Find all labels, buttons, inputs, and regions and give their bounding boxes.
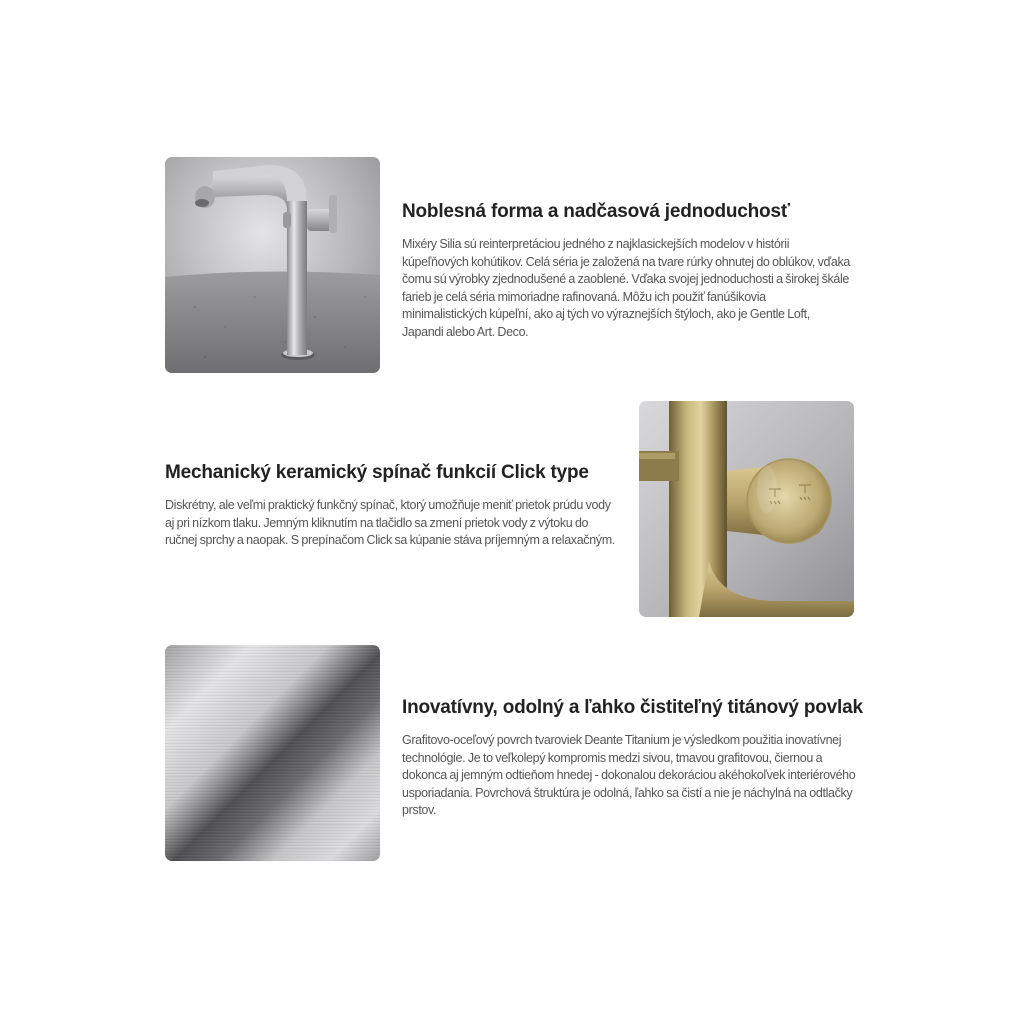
feature-description: Mixéry Silia sú reinterpretáciou jedného z najklasickejších modelov v histórii kúpeľňových kohútikov. Celá séria je založená na tvare rúrky ohnutej do oblúkov, vďaka čomu sú výrobky zjednodušené a zaoblené. Vďaka svojej jednoduchosti a širokej škále farieb je celá séria mimoriadne rafinovaná. Môžu ich použiť fanúšikovia minimalistických kúpeľní, ako aj tých vo výraznejších štýloch, ako je Gentle Loft, Japandi alebo Art. Deco. — [402, 237, 850, 339]
feature-description: Grafitovo-oceľový povrch tvaroviek Deante Titanium je výsledkom použitia inovatívnej technológie. Je to veľkolepý kompromis medzi sivou, tmavou grafitovou, čiernou a dokonca aj jemným odtieňom hnedej - dokonalou dekoráciou akéhokoľvek interiérového usporiadania. Povrchová štruktúra je odolná, ľahko sa čistí a nie je náchylná na odtlačky prstov. — [402, 733, 856, 817]
click-switch-photo — [639, 401, 854, 617]
feature-text — [402, 696, 863, 820]
feature-title: Inovatívny, odolný a ľahko čistiteľný titánový povlak — [402, 697, 863, 718]
titanium-texture-photo — [165, 645, 380, 861]
feature-title: Mechanický keramický spínač funkcií Click type — [165, 462, 589, 483]
feature-title: Noblesná forma a nadčasová jednoduchosť — [402, 201, 790, 222]
feature-text — [402, 200, 852, 341]
feature-text — [165, 461, 620, 550]
faucet-photo — [165, 157, 380, 373]
feature-description: Diskrétny, ale veľmi praktický funkčný spínač, ktorý umožňuje meniť prietok prúdu vody aj pri nízkom tlaku. Jemným kliknutím na tlačidlo sa zmení prietok vody z výtoku do ručnej sprchy a naopak. S prepínačom Click sa kúpanie stáva príjemným a relaxačným. — [165, 498, 615, 547]
